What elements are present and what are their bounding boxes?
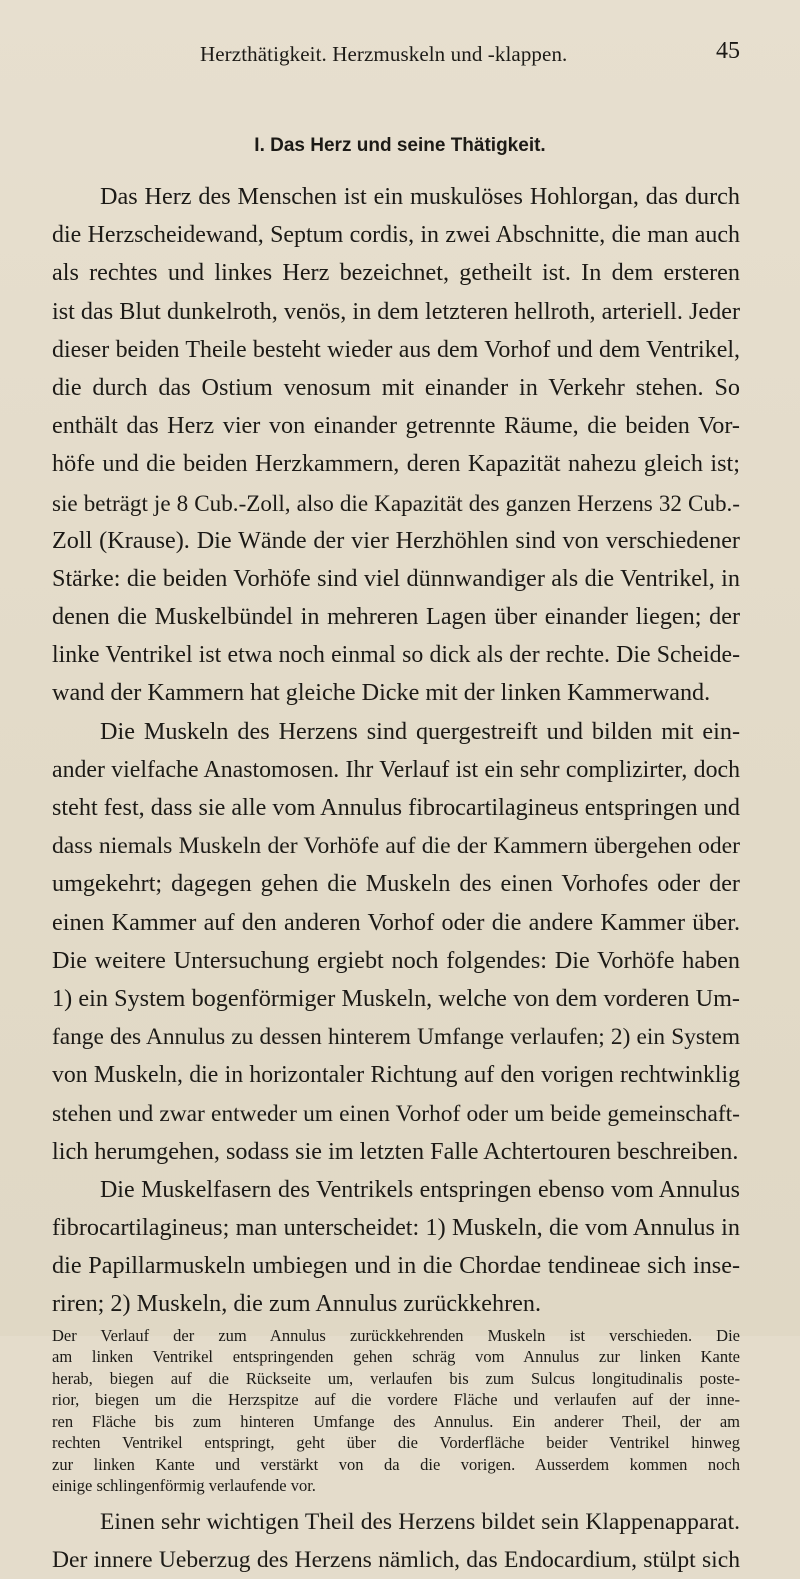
text-line: riren; 2) Muskeln, die zum Annulus zurückkehren. (52, 1290, 542, 1318)
text-line: einen Kammer auf den anderen Vorhof oder die andere Kammer über. (52, 908, 740, 936)
text-line: umgekehrt; dagegen gehen die Muskeln des einen Vorhofes oder der (52, 870, 740, 898)
text-line: die durch das Ostium venosum mit einander in Verkehr stehen. So (52, 373, 740, 401)
text-line: steht fest, dass sie alle vom Annulus fibrocartilagineus entspringen und (52, 794, 740, 821)
text-line: stehen und zwar entweder um einen Vorhof oder um beide gemeinschaft- (52, 1100, 740, 1127)
running-head: Herzthätigkeit. Herzmuskeln und -klappen. (200, 42, 568, 66)
text-line: von Muskeln, die in horizontaler Richtung auf den vorigen rechtwinklig (52, 1062, 740, 1089)
text-line: Das Herz des Menschen ist ein muskulöses Hohlorgan, das durch (100, 183, 740, 210)
page-number: 45 (716, 38, 740, 64)
text-line: ist das Blut dunkelroth, venös, in dem letzteren hellroth, arteriell. Jeder (52, 297, 740, 325)
text-line: lich herumgehen, sodass sie im letzten Falle Achtertouren beschreiben. (52, 1137, 739, 1165)
text-line: als rechtes und linkes Herz bezeichnet, getheilt ist. In dem ersteren (52, 259, 740, 287)
text-line: enthält das Herz vier von einander getrennte Räume, die beiden Vor- (52, 412, 740, 440)
text-line: dass niemals Muskeln der Vorhöfe auf die der Kammern übergehen oder (52, 833, 740, 860)
text-line: Die Muskeln des Herzens sind quergestreift und bilden mit ein- (100, 717, 740, 745)
small-text-line: zur linken Kante und verstärkt von da die vorigen. Ausserdem kommen noch (52, 1454, 740, 1474)
text-line: denen die Muskelbündel in mehreren Lagen über einander liegen; der (52, 603, 740, 631)
text-line: fibrocartilagineus; man unterscheidet: 1) Muskeln, die vom Annulus in (52, 1214, 740, 1242)
text-line: linke Ventrikel ist etwa noch einmal so dick als der rechte. Die Scheide- (52, 642, 740, 669)
text-line: 1) ein System bogenförmiger Muskeln, welche von dem vorderen Um- (52, 984, 740, 1012)
small-text-line: einige schlingenförmig verlaufende vor. (52, 1476, 316, 1496)
small-text-line: rior, biegen um die Herzspitze auf die vordere Fläche und verlaufen auf der inne- (52, 1390, 740, 1410)
text-line: Die weitere Untersuchung ergiebt noch folgendes: Die Vorhöfe haben (52, 946, 740, 974)
footnote-paragraph (52, 1325, 740, 1497)
text-line: Zoll (Krause). Die Wände der vier Herzhöhlen sind von verschiedener (52, 526, 740, 554)
text-line: die Papillarmuskeln umbiegen und in die Chordae tendineae sich inse- (52, 1252, 740, 1280)
small-text-line: herab, biegen auf die Rückseite um, verlaufen bis zum Sulcus longitudinalis poste- (52, 1368, 740, 1388)
small-text-line: Der Verlauf der zum Annulus zurückkehrenden Muskeln ist verschieden. Die (52, 1325, 740, 1345)
small-text-line: rechten Ventrikel entspringt, geht über die Vorderfläche beider Ventrikel hinweg (52, 1433, 740, 1453)
body-text (52, 178, 740, 1579)
small-text-line: am linken Ventrikel entspringenden gehen schräg vom Annulus zur linken Kante (52, 1347, 740, 1367)
text-line: dieser beiden Theile besteht wieder aus dem Vorhof und dem Ventrikel, (52, 336, 740, 363)
text-line: sie beträgt je 8 Cub.-Zoll, also die Kapazität des ganzen Herzens 32 Cub.- (52, 489, 740, 516)
text-line: Einen sehr wichtigen Theil des Herzens bildet sein Klappenapparat. (100, 1508, 740, 1535)
section-title: I. Das Herz und seine Thätigkeit. (254, 135, 546, 156)
text-line: fange des Annulus zu dessen hinterem Umfange verlaufen; 2) ein System (52, 1024, 740, 1051)
small-text-line: ren Fläche bis zum hinteren Umfange des Annulus. Ein anderer Theil, der am (52, 1411, 740, 1431)
text-line: ander vielfache Anastomosen. Ihr Verlauf ist ein sehr complizirter, doch (52, 756, 740, 783)
text-line: wand der Kammern hat gleiche Dicke mit der linken Kammerwand. (52, 679, 711, 707)
text-line: Stärke: die beiden Vorhöfe sind viel dünnwandiger als die Ventrikel, in (52, 564, 740, 592)
text-line: Die Muskelfasern des Ventrikels entspringen ebenso vom Annulus (100, 1176, 740, 1203)
continuation-paragraph (52, 1503, 740, 1579)
text-line: die Herzscheidewand, Septum cordis, in zwei Abschnitte, die man auch (52, 222, 740, 249)
text-line: höfe und die beiden Herzkammern, deren Kapazität nahezu gleich ist; (52, 450, 740, 478)
text-line: Der innere Ueberzug des Herzens nämlich, das Endocardium, stülpt sich (52, 1546, 740, 1573)
